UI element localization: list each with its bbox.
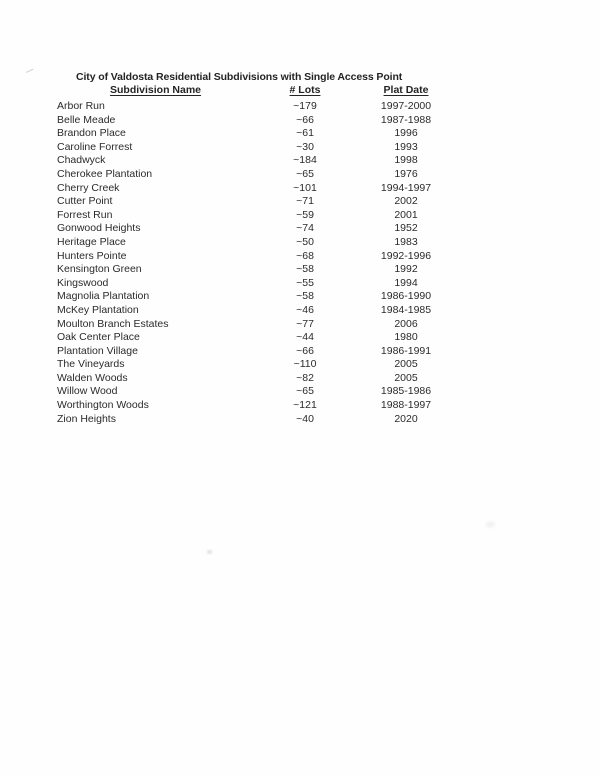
cell-plat-date: 2001	[394, 208, 418, 221]
scan-smudge	[486, 522, 495, 527]
table-row	[57, 263, 456, 277]
table-body	[57, 100, 456, 426]
table-row	[57, 195, 456, 209]
cell-lots: ~71	[296, 195, 314, 208]
cell-subdivision-name: Heritage Place	[57, 235, 126, 248]
table-header-row	[57, 84, 456, 100]
column-header-plat-date	[356, 84, 456, 100]
cell-subdivision-name: Caroline Forrest	[57, 140, 133, 153]
table-row	[57, 277, 456, 291]
table-row	[57, 114, 456, 128]
cell-plat-date: 2006	[394, 317, 418, 330]
cell-subdivision-name: Gonwood Heights	[57, 222, 141, 235]
table-row	[57, 413, 456, 427]
cell-subdivision-name: Arbor Run	[57, 100, 105, 112]
cell-lots: ~61	[296, 127, 314, 140]
cell-subdivision-name: Hunters Pointe	[57, 249, 127, 262]
scan-smudge	[26, 69, 36, 79]
cell-subdivision-name: Cherry Creek	[57, 181, 120, 194]
table-row	[57, 100, 456, 114]
table-row	[57, 331, 456, 345]
cell-subdivision-name: Walden Woods	[57, 371, 128, 384]
cell-lots: ~55	[296, 276, 314, 289]
cell-subdivision-name: Worthington Woods	[57, 399, 149, 412]
cell-lots: ~30	[296, 140, 314, 153]
cell-plat-date: 1985-1986	[380, 385, 432, 398]
cell-subdivision-name: Brandon Place	[57, 127, 126, 140]
cell-lots: ~40	[296, 412, 314, 425]
table-row	[57, 250, 456, 264]
cell-lots: ~58	[296, 290, 314, 303]
table-row	[57, 385, 456, 399]
column-header-plat-date-label: Plat Date	[383, 84, 429, 96]
cell-plat-date: 1988-1997	[380, 399, 432, 412]
table-row	[57, 222, 456, 236]
cell-plat-date: 2005	[394, 371, 418, 384]
document-title: City of Valdosta Residential Subdivisions with Single Access Point	[76, 71, 403, 83]
cell-subdivision-name: Moulton Branch Estates	[57, 317, 169, 330]
cell-subdivision-name: Kingswood	[57, 276, 109, 289]
table-row	[57, 304, 456, 318]
cell-subdivision-name: McKey Plantation	[57, 303, 139, 316]
table-row	[57, 141, 456, 155]
scan-smudge	[207, 550, 212, 554]
column-header-subdivision-name	[57, 84, 254, 100]
table-row	[57, 154, 456, 168]
table-row	[57, 290, 456, 304]
cell-plat-date: 1986-1991	[380, 344, 432, 357]
cell-lots: ~121	[293, 399, 317, 412]
cell-plat-date: 2020	[394, 412, 418, 425]
subdivisions-table	[57, 84, 456, 426]
column-header-lots-label: # Lots	[289, 84, 321, 96]
cell-plat-date: 1976	[394, 167, 418, 180]
cell-lots: ~50	[296, 235, 314, 248]
column-header-subdivision-name-label: Subdivision Name	[109, 84, 202, 96]
table-row	[57, 209, 456, 223]
cell-lots: ~110	[293, 358, 317, 371]
cell-plat-date: 1998	[394, 154, 418, 167]
cell-lots: ~59	[296, 208, 314, 221]
cell-plat-date: 1994	[394, 276, 418, 289]
cell-plat-date: 1980	[394, 331, 418, 344]
cell-subdivision-name: Cherokee Plantation	[57, 167, 153, 180]
cell-plat-date: 1992	[394, 263, 418, 276]
cell-plat-date: 1994-1997	[380, 181, 432, 194]
cell-lots: ~66	[296, 113, 314, 126]
cell-subdivision-name: Forrest Run	[57, 208, 113, 221]
table-row	[57, 127, 456, 141]
cell-plat-date: 2002	[394, 195, 418, 208]
cell-subdivision-name: Oak Center Place	[57, 331, 140, 344]
cell-subdivision-name: Chadwyck	[57, 154, 106, 167]
cell-subdivision-name: The Vineyards	[57, 358, 125, 371]
cell-plat-date: 1983	[394, 235, 418, 248]
table-row	[57, 345, 456, 359]
table-row	[57, 399, 456, 413]
table-row	[57, 318, 456, 332]
cell-lots: ~101	[293, 181, 317, 194]
cell-lots: ~46	[296, 303, 314, 316]
cell-subdivision-name: Willow Wood	[57, 385, 118, 398]
table-row	[57, 168, 456, 182]
cell-plat-date: 1992-1996	[380, 249, 432, 262]
cell-plat-date: 1952	[394, 222, 418, 235]
cell-subdivision-name: Belle Meade	[57, 113, 116, 126]
column-header-lots	[254, 84, 356, 100]
cell-lots: ~66	[296, 344, 314, 357]
cell-plat-date: 2005	[394, 358, 418, 371]
table-row	[57, 182, 456, 196]
cell-lots: ~68	[296, 249, 314, 262]
cell-lots: ~179	[293, 100, 317, 112]
cell-subdivision-name: Plantation Village	[57, 344, 138, 357]
cell-lots: ~77	[296, 317, 314, 330]
cell-lots: ~82	[296, 371, 314, 384]
cell-plat-date: 1997-2000	[380, 100, 432, 112]
cell-subdivision-name: Magnolia Plantation	[57, 290, 150, 303]
cell-subdivision-name: Kensington Green	[57, 263, 142, 276]
cell-plat-date: 1996	[394, 127, 418, 140]
cell-subdivision-name: Zion Heights	[57, 412, 116, 425]
cell-plat-date: 1984-1985	[380, 303, 432, 316]
cell-lots: ~58	[296, 263, 314, 276]
cell-lots: ~44	[296, 331, 314, 344]
table-row	[57, 372, 456, 386]
cell-lots: ~65	[296, 167, 314, 180]
cell-subdivision-name: Cutter Point	[57, 195, 113, 208]
table-row	[57, 358, 456, 372]
cell-lots: ~184	[293, 154, 317, 167]
cell-lots: ~74	[296, 222, 314, 235]
cell-plat-date: 1986-1990	[380, 290, 432, 303]
cell-plat-date: 1987-1988	[380, 113, 432, 126]
table-row	[57, 236, 456, 250]
cell-lots: ~65	[296, 385, 314, 398]
cell-plat-date: 1993	[394, 140, 418, 153]
